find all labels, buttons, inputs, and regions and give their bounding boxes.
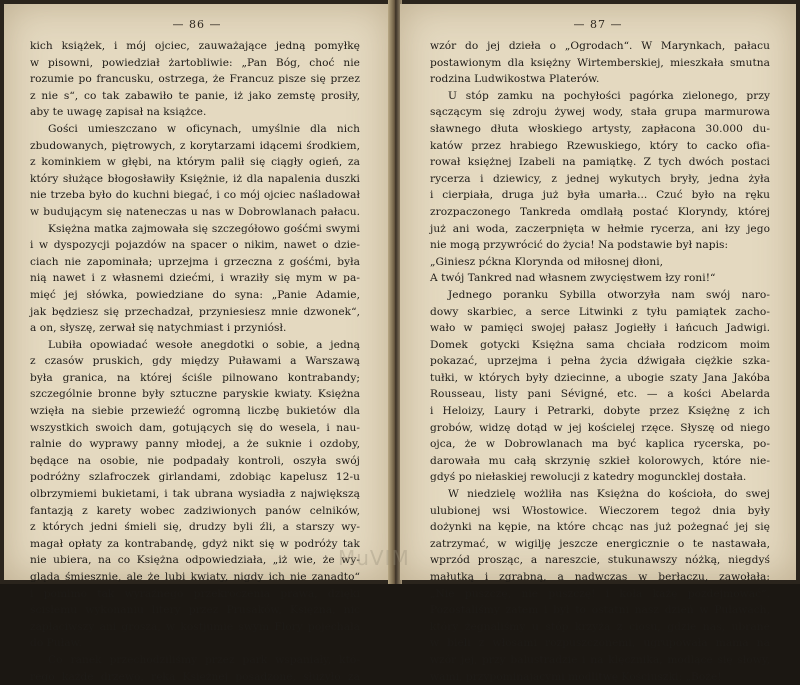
text-line: z nie s“, co tak zabawiło te panie, iż jako zemstę prosiły, xyxy=(30,89,360,102)
text-line: ścisłemu wykonaniu litery przez Prusaków, Księżna, nic xyxy=(30,604,360,617)
text-line: z których jedni śmieli się, drudzy byli źli, a starszy wy- xyxy=(30,521,360,534)
text-line: magał opłaty za kontrabandę, gdyż nikt się w podróży tak xyxy=(30,537,360,550)
text-line: wprzód prosząc, a nareszcie, stukunawszy nóżką, niegdyś xyxy=(430,554,770,567)
text-line: dowy skarbiec, a serce Litwinki z tyłu pamiątek zacho- xyxy=(430,305,770,318)
text-line: z czasów pruskich, gdy między Puławami a Warszawą xyxy=(30,355,360,368)
text-line: nie mogą przywrócić do życia! Na podstawie był napis: xyxy=(430,239,729,252)
text-line: olbrzymiemi bukietami, i tak ubrana wysiadła z największą xyxy=(30,488,360,501)
text-line: mięć jej słówka, powiedziane do syna: „Panie Adamie, xyxy=(30,288,360,301)
text-line: ralnie do wyprawy panny młodej, a że suknie i ozdoby, xyxy=(30,438,360,451)
text-line: z kominkiem w głębi, na którym palił się ciągły ogień, za xyxy=(30,156,360,169)
text-line: ojca, że w Dobrowlanach ma być kaplica rycerska, po- xyxy=(430,438,770,451)
text-line: fantazją z karety wobec zadziwionych panów celników, xyxy=(30,504,360,517)
text-line: Co ranek przechodziliśmy przez park wspaniały, któ- xyxy=(48,653,360,666)
watermark: MuVIM xyxy=(338,546,410,570)
left-page xyxy=(4,4,390,683)
text-line: gdyś po niełaskiej rewolucji z katedry moguncklej dostała. xyxy=(430,471,747,484)
text-line: W niedzielę wożliła nas Księżna do kościoła, do swej xyxy=(448,488,770,501)
text-line: Jednego poranku Sybilla otworzyła nam swój naro- xyxy=(448,288,770,301)
text-line: Lubiła opowiadać wesołe anegdotki o sobie, a jedną xyxy=(48,338,360,351)
text-line: „Giniesz pćkna Klorynda od miłosnej dłoni, xyxy=(430,255,664,268)
text-line: była granica, na której ściśle pilnowano kontrabandy; xyxy=(30,371,360,384)
text-line: U stóp zamku na pochyłości pagórka zielonego, przy xyxy=(448,89,770,102)
text-line: i w dyspozycji pojazdów na spacer o nikim, nawet o dzie- xyxy=(30,239,360,252)
text-line: nie trzeba było do kuchni biegać, i co mój ojciec naśladował xyxy=(30,189,360,202)
text-line: wzór jej, przy balustradzie i na klęcznika, modlące się słowy, xyxy=(430,653,770,666)
text-line: rodzina Ludwikostwa Platerów. xyxy=(430,73,600,86)
text-line: rował księżnej Izabeli na pamiątkę. Z tych dwóch postaci xyxy=(430,156,770,169)
text-line: Księżna matka zajmowała się szczegółowo gośćmi swymi xyxy=(48,222,360,235)
text-line: aby te uwagę zapisał na książce. xyxy=(30,106,207,119)
text-line: sączącym się zdroju żywej wody, stała grupa marmurowa xyxy=(430,106,770,119)
text-line: szczególnie bronne były sztuczne paryskie kwiaty. Księżna xyxy=(30,388,360,401)
text-line: zapłaciwszy ani grosza, w kostjumie swym Flory pojechała xyxy=(30,620,360,633)
text-line: w budującym się nateneczas u nas w Dobrowlanach pałacu. xyxy=(30,205,360,218)
text-line: darowała mu całą skrzynię szkieł kolorowych, które nie- xyxy=(430,454,770,467)
text-line: do Puław. xyxy=(30,637,82,650)
text-line: w pisowni, powiedział żartobliwie: „Pan Bóg, choć nie xyxy=(30,56,360,69)
text-line: który żegnaliśmy u stóp krzyża z ciosu, gdzie nas, ubrane xyxy=(430,620,770,633)
text-line: Pozostaliśmy zatem i był to ostatni nasz dzień w Puławach, xyxy=(430,604,770,617)
text-line: zatrzymać, w wigilję jeszcze energicznie o te nastawała, xyxy=(430,537,770,550)
text-line: wzięła na siebie przewieźć ogromną liczbę bukietów dla xyxy=(30,405,360,418)
text-line: ulubionej wsi Włostowice. Wieczorem tegoż dnia były xyxy=(430,504,770,517)
text-line: i cierpiała, druga już była umarła... Czuć było na ręku xyxy=(430,189,770,202)
text-line: będące na osobie, nie podpadały kontroli, oszyła swój xyxy=(30,454,360,467)
text-line: nie ubiera, na co Księżna odpowiedziała, „iż wie, że wy- xyxy=(30,554,360,567)
text-line: gląda śmiesznie, ale że lubi kwiaty, nigdy ich nie zanadto“ xyxy=(30,571,360,583)
text-line: małutką i zgrabną, a nadwczas w berłaczu, zawołała: xyxy=(430,571,770,583)
text-line: Gości umieszczano w oficynach, umyślnie dla nich xyxy=(48,122,360,135)
text-line: sławnego dłuta włoskiego artysty, zapłacona 30.000 du- xyxy=(430,122,770,135)
text-line: i Heloizy, Laury i Petrarki, dobyte przez Księżnę z ich xyxy=(430,405,770,418)
text-line: wszystkich swoich dam, gotujących się do wesela, i nau- xyxy=(30,421,360,434)
text-line: wzór do jej dzieła o „Ogrodach“. W Marynkach, pałacu xyxy=(430,40,770,52)
text-line: rego każde drzewo, ręką Księżnej posadzone, służyło za xyxy=(30,670,360,683)
text-line: już ani woda, zaczerpnięta w hełmie rycerza, ani łzy jego xyxy=(430,222,770,235)
text-line: który służące błogosławiły Księżnie, iż dla napalenia duszki xyxy=(30,172,360,185)
text-line: dożynki na kępie, na które chcąc nas już pożegnać jej się xyxy=(430,521,770,534)
text-line: „Nie puszczę, nie puszczę! i koła każę pozdejmować“. xyxy=(430,587,770,600)
text-line: pokazać, uprzejma i pełna życia dźwigała ciężkie szka- xyxy=(430,355,770,368)
text-line: jak będziesz się przechadzał, przyniesiesz mnie dzwonek“, xyxy=(30,305,360,318)
text-line: grobów, widzę dotąd w jej kościelej rzęce. Słyszę od niego xyxy=(430,421,770,434)
text-line: rycerza i dziewicy, z jednej wykutych bryły, jedna żyła xyxy=(430,172,770,185)
right-page xyxy=(400,4,796,683)
page-number-right: — 87 — xyxy=(573,18,623,31)
text-line: postawionym dla księżny Wirtemberskiej, mieszkała smutna xyxy=(430,56,770,69)
text-line: rozumie po francusku, ostrzega, że Francuz pisze się przez xyxy=(30,73,360,86)
text-line: A twój Tankred nad własnem zwycięstwem łzy roni!“ xyxy=(430,272,716,285)
text-line: Rousseau, listy pani Sévigné, etc. — a kości Abelarda xyxy=(430,388,770,401)
text-line: zrozpaczonego Tankreda omdlałą postać Kloryndy, której xyxy=(430,205,770,218)
text-line: w bieli z włosami rozpuszczonemi, ugrupowała mama na xyxy=(430,637,770,650)
left-page-text xyxy=(30,38,360,685)
text-line: nią nawet i z własnemi dziećmi, i wraziły się mym w pa- xyxy=(30,272,360,285)
text-line: kich książek, i mój ojciec, zauważające jedną pomyłkę xyxy=(30,40,360,52)
text-line: katów przez hrabiego Rzewuskiego, który to cacko ofia- xyxy=(430,139,770,152)
text-line: podróżny szlafroczek girlandami, zdobiąc kapelusz 12-u xyxy=(30,471,360,484)
text-line: wało w pamięci swojej pałasz Jogiełły i łańcuch Jadwigi. xyxy=(430,322,770,335)
right-page-text xyxy=(430,38,770,685)
text-line: i pomimo tak wyraźnego przekroczenia prawa, dzięki xyxy=(30,587,360,600)
text-line: Domek gotycki Księżna sama chciała rodzicom moim xyxy=(430,338,770,351)
text-line: ciach nie zapominała; uprzejma i grzeczna z gośćmi, była xyxy=(30,255,360,268)
text-line: zbudowanych, piętrowych, z korytarzami idącemi środkiem, xyxy=(30,139,360,152)
text-line: tułki, w których były dziecinne, a ubogie szaty Jana Jakóba xyxy=(430,371,770,384)
page-number-left: — 86 — xyxy=(172,18,222,31)
text-line: wami, przypominającymi modlitwę Kościuszki: „Boże! xyxy=(430,670,722,683)
text-line: a on, słyszę, zerwał się natychmiast i przyniósł. xyxy=(30,322,287,335)
